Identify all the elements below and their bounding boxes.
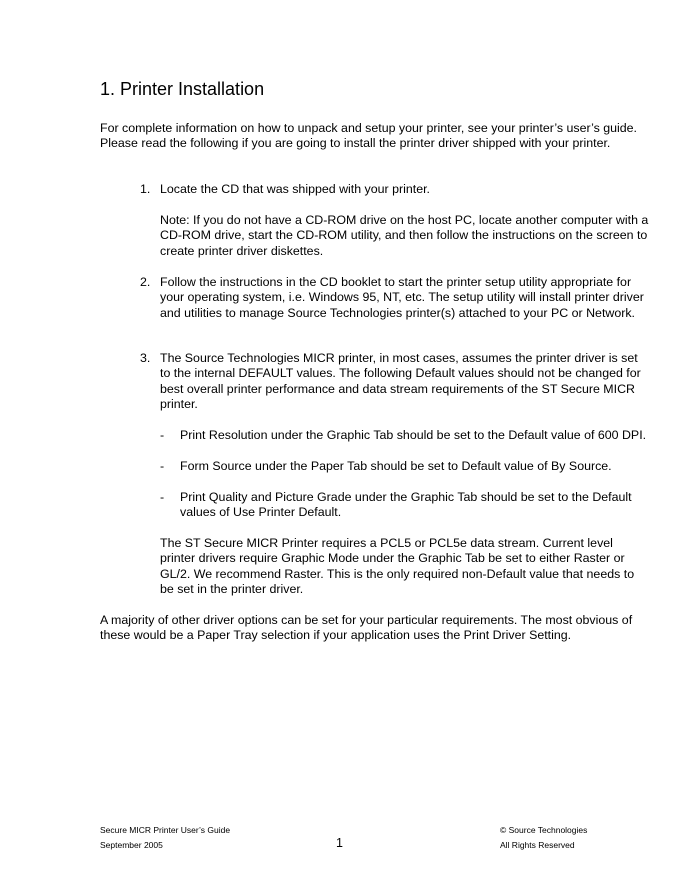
page-number: 1 xyxy=(336,836,343,850)
bullet-text: Form Source under the Paper Tab should be set to Default value of By Source. xyxy=(180,459,612,473)
step-1-note: Note: If you do not have a CD-ROM drive on the host PC, locate another computer with a CD-ROM drive, start the CD-ROM utility, and then follow the instructions on the screen to create printer driver diskettes. xyxy=(160,213,649,258)
list-item-3 xyxy=(140,351,650,413)
bullet-mark: - xyxy=(160,490,165,504)
bullet-item-3 xyxy=(160,490,650,521)
list-item-number: 1. xyxy=(140,182,151,196)
step-3-closing: The ST Secure MICR Printer requires a PCL5 or PCL5e data stream. Current level printer drivers require Graphic Mode under the Graphic Tab be set to either Raster or GL/2. We recommend Raster. This is the only required non-Default value that needs to be set in the printer driver. xyxy=(160,536,635,597)
footer-document-title: Secure MICR Printer User’s Guide xyxy=(100,825,231,835)
footer-rights: All Rights Reserved xyxy=(500,840,575,850)
list-item-text: Locate the CD that was shipped with your printer. xyxy=(160,182,430,196)
intro-paragraph: For complete information on how to unpack and setup your printer, see your printer’s user’s guide. Please read the following if you are going to install the printer driver shipped with your printer. xyxy=(100,121,637,151)
list-item-2 xyxy=(140,275,650,321)
bullet-mark: - xyxy=(160,459,165,473)
list-item-text: The Source Technologies MICR printer, in most cases, assumes the printer driver is set to the internal DEFAULT values. The following Default values should not be changed for best overall printer performance and data stream requirements of the ST Secure MICR printer. xyxy=(160,351,641,412)
bullet-text: Print Quality and Picture Grade under the Graphic Tab should be set to the Default values of Use Printer Default. xyxy=(180,490,632,520)
list-item-text: Follow the instructions in the CD booklet to start the printer setup utility appropriate for your operating system, i.e. Windows 95, NT, etc. The setup utility will install printer driver and utilities to manage Source Technologies printer(s) attached to your PC or Network. xyxy=(160,275,644,320)
footer-date: September 2005 xyxy=(100,840,163,850)
list-item-number: 3. xyxy=(140,351,151,365)
bullet-item-1 xyxy=(160,428,650,443)
list-item-number: 2. xyxy=(140,275,151,289)
bullet-text: Print Resolution under the Graphic Tab should be set to the Default value of 600 DPI. xyxy=(180,428,647,442)
conclusion-paragraph: A majority of other driver options can be set for your particular requirements. The most obvious of these would be a Paper Tray selection if your application uses the Print Driver Setting. xyxy=(100,613,633,643)
bullet-mark: - xyxy=(160,428,165,442)
bullet-item-2 xyxy=(160,459,650,474)
footer-copyright: © Source Technologies xyxy=(500,825,588,835)
page-title: 1. Printer Installation xyxy=(100,79,265,99)
list-item-1 xyxy=(140,182,650,197)
